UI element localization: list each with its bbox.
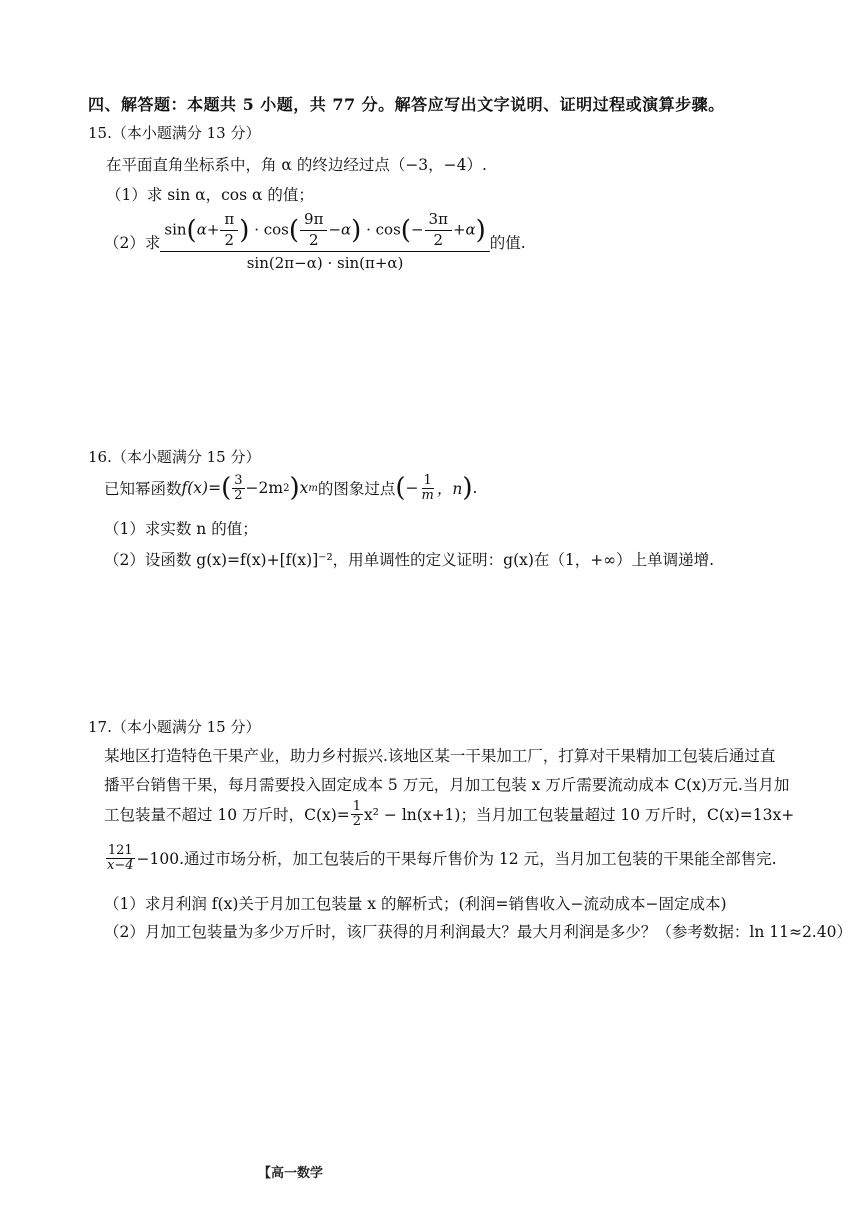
footer-page-mark: 【高一数学	[258, 1166, 324, 1181]
q16-heading: 16.（本小题满分 15 分）	[88, 448, 261, 466]
q17-line2: 播平台销售干果，每月需要投入固定成本 5 万元，月加工包装 x 万斤需要流动成本 C(x)万元.当月加	[104, 776, 790, 794]
q15-heading: 15.（本小题满分 13 分）	[88, 124, 261, 142]
q17-part1: （1）求月利润 f(x)关于月加工包装量 x 的解析式；(利润=销售收入−流动成本−固定成本)	[104, 895, 727, 913]
q16-part2: （2）设函数 g(x)=f(x)+[f(x)]⁻²，用单调性的定义证明：g(x)在（1，+∞）上单调递增.	[104, 551, 715, 569]
q15-part1: （1）求 sin α，cos α 的值；	[106, 186, 314, 204]
q15-expression-denominator: sin(2π−α) · sin(π+α)	[246, 253, 404, 272]
q17-line4: $\frac{121}{x-4}$ −100.通过市场分析，加工包装后的干果每斤售价为 12 元，当月加工包装的干果能全部售完.	[107, 843, 777, 873]
q15-part2-suffix: 的值.	[489, 233, 526, 252]
q17-heading: 17.（本小题满分 15 分）	[88, 718, 261, 736]
q17-part2: （2）月加工包装量为多少万斤时，该厂获得的月利润最大？最大月利润是多少？（参考数据：ln 11≈2.40）	[104, 923, 852, 941]
q15-part2	[104, 212, 526, 272]
q15-expression-numerator: sin(α+ $\frac{\pi}{2}$ ) · cos( $\frac{9\pi}{2}$ −α) · cos(− $\frac{3\pi}{2}$ +α)	[160, 212, 489, 252]
section-title: 四、解答题：本题共 5 小题，共 77 分。解答应写出文字说明、证明过程或演算步骤。	[88, 95, 725, 114]
q17-line3: 工包装量不超过 10 万斤时，C(x)= $\frac{1}{2}$ x² − ln(x+1)；当月加工包装量超过 10 万斤时，C(x)=13x+	[104, 799, 795, 829]
q15-stem: 在平面直角坐标系中，角 α 的终边经过点（−3，−4）.	[106, 156, 487, 174]
q16-stem: 已知幂函数 f(x) = ( $\frac{3}{2}$ −2m 2 ) x m 的图象过点 ( − $\frac{1}{m}$ ，n ) .	[104, 473, 478, 504]
q16-part1: （1）求实数 n 的值；	[104, 520, 258, 538]
q15-part2-prefix: （2）求	[104, 233, 161, 252]
q17-line1: 某地区打造特色干果产业，助力乡村振兴.该地区某一干果加工厂，打算对干果精加工包装后通过直	[104, 747, 776, 765]
q15-expression-fraction	[160, 212, 489, 272]
